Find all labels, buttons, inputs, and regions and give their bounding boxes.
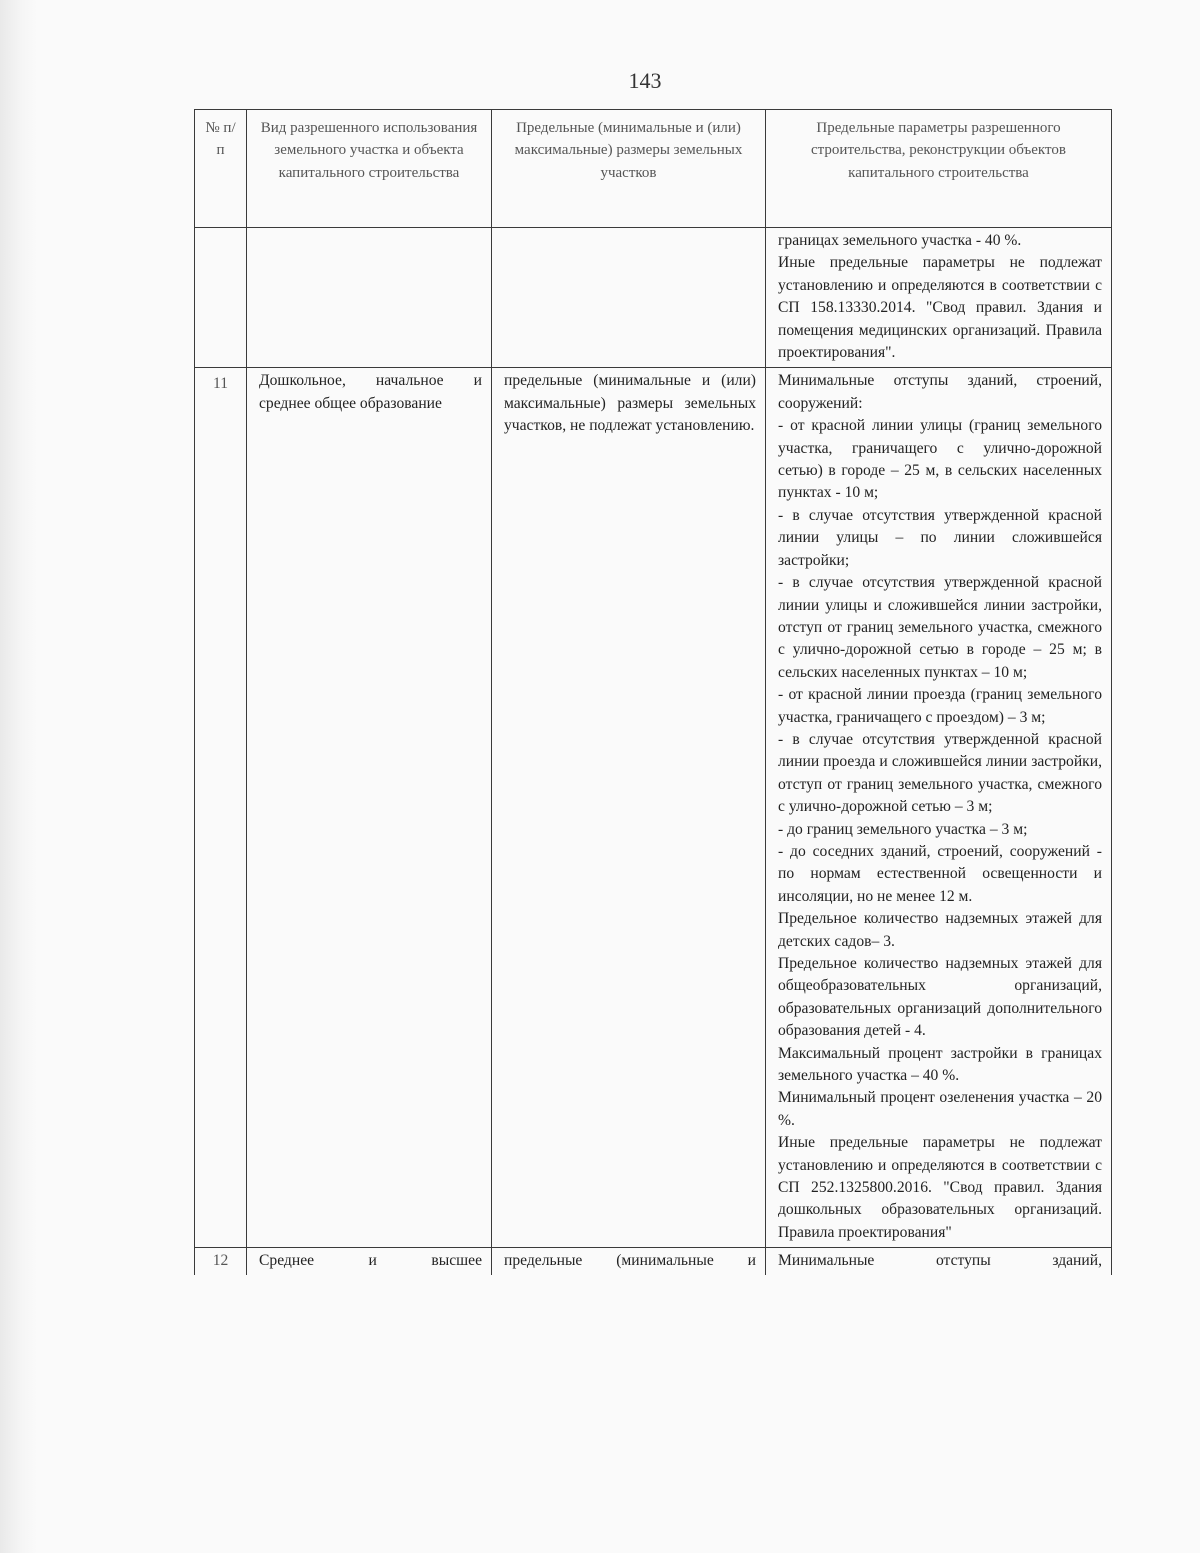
param-paragraph: - в случае отсутствия утвержденной красной линии проезда и сложившейся линии застройки, отступ от границ земельного участка, смежного с улично-дорожной сетью – 3 м;	[778, 730, 1102, 816]
param-paragraph: - до границ земельного участка – 3 м;	[778, 820, 1028, 838]
table-row-12	[195, 1248, 1112, 1275]
plot-size-text: предельные (минимальные и	[504, 1252, 756, 1270]
table-header-row	[195, 110, 1112, 228]
param-paragraph: - до соседних зданий, строений, сооружений - по нормам естественной освещенности и инсоляции, но не менее 12 м.	[778, 842, 1102, 905]
use-type-text: Среднее и высшее	[259, 1252, 482, 1270]
cell-plot-size	[492, 1248, 766, 1275]
cell-build-params	[766, 228, 1112, 368]
param-paragraph: Предельное количество надземных этажей для детских садов– 3.	[778, 910, 1102, 950]
plot-size-text: предельные (минимальные и (или) максимальные) размеры земельных участков, не подлежат установлению.	[504, 372, 756, 435]
cell-build-params	[766, 368, 1112, 1248]
param-paragraph: - в случае отсутствия утвержденной красной линии улицы – по линии сложившейся застройки;	[778, 506, 1102, 569]
table-row-11	[195, 368, 1112, 1248]
cell-use-type	[247, 1248, 492, 1275]
cell-plot-size	[492, 228, 766, 368]
param-paragraph: - от красной линии улицы (границ земельного участка, граничащего с улично-дорожной сетью) в городе – 25 м, в сельских населенных пунктах - 10 м;	[778, 417, 1102, 502]
header-use-type: Вид разрешенного использования земельного участка и объекта капитального строительства	[247, 110, 492, 228]
param-paragraph: границах земельного участка - 40 %.	[778, 232, 1022, 249]
use-type-text: Дошкольное, начальное и среднее общее образование	[259, 372, 482, 412]
param-paragraph: Иные предельные параметры не подлежат установлению и определяются в соответствии с СП 158.13330.2014. "Свод правил. Здания и помещения медицинских организаций. Правила проектирования".	[778, 254, 1102, 362]
header-number: № п/п	[195, 110, 247, 228]
cell-number: 11	[195, 368, 247, 1248]
param-paragraph: Минимальные отступы зданий,	[778, 1252, 1102, 1270]
header-plot-size: Предельные (минимальные и (или) максимальные) размеры земельных участков	[492, 110, 766, 228]
cell-number	[195, 228, 247, 368]
param-paragraph: Иные предельные параметры не подлежат установлению и определяются в соответствии с СП 252.1325800.2016. "Свод правил. Здания дошкольных образовательных организаций. Правила проектирования"	[778, 1134, 1102, 1241]
header-build-params: Предельные параметры разрешенного строительства, реконструкции объектов капитального строительства	[766, 110, 1112, 228]
cell-number: 12	[195, 1248, 247, 1275]
param-paragraph: Предельное количество надземных этажей для общеобразовательных организаций, образовательных организаций дополнительного образования детей - 4.	[778, 955, 1102, 1040]
cell-use-type	[247, 368, 492, 1248]
cell-use-type	[247, 228, 492, 368]
regulations-table	[194, 109, 1112, 1275]
param-paragraph: Минимальные отступы зданий, строений, сооружений:	[778, 372, 1102, 412]
table-row-continued	[195, 228, 1112, 368]
param-paragraph: Минимальный процент озеленения участка – 20 %.	[778, 1089, 1102, 1129]
cell-plot-size	[492, 368, 766, 1248]
cell-build-params	[766, 1248, 1112, 1275]
scan-edge-shadow	[0, 0, 38, 1553]
page-number: 143	[628, 68, 662, 93]
param-paragraph: Максимальный процент застройки в границах земельного участка – 40 %.	[778, 1044, 1102, 1085]
param-paragraph: - от красной линии проезда (границ земельного участка, граничащего с проездом) – 3 м;	[778, 686, 1102, 726]
param-paragraph: - в случае отсутствия утвержденной красной линии улицы и сложившейся линии застройки, отступ от границ земельного участка, смежного с улично-дорожной сетью в городе – 25 м; в сельских населенных пунктах – 10 м;	[778, 574, 1102, 681]
